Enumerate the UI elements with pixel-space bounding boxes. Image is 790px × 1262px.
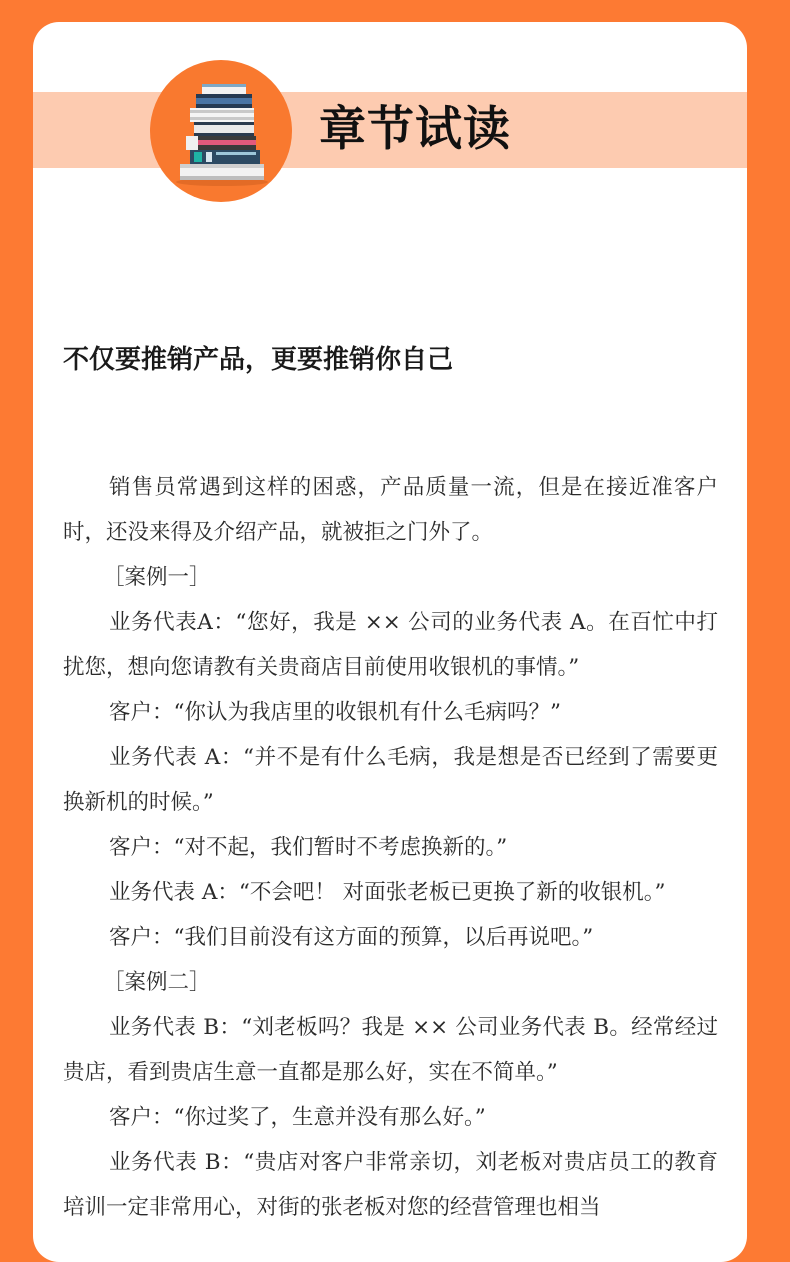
paragraph: 客户：“你过奖了，生意并没有那么好。”	[109, 1105, 486, 1130]
section-title: 章节试读	[319, 102, 511, 157]
paragraph: 业务代表 A：“并不是有什么毛病，我是想是否已经到了需要更换新机的时候。”	[63, 745, 718, 815]
paragraph: 客户：“对不起，我们暂时不考虑换新的。”	[109, 835, 508, 860]
paragraph: 销售员常遇到这样的困惑，产品质量一流，但是在接近准客户时，还没来得及介绍产品，就被拒之门外了。	[63, 475, 718, 545]
case-heading: ［案例二］	[103, 970, 211, 995]
header-badge	[150, 60, 292, 202]
paragraph: 业务代表A：“您好，我是 ×× 公司的业务代表 A。在百忙中打扰您，想向您请教有关贵商店目前使用收银机的事情。”	[63, 610, 718, 680]
paragraph: 客户：“我们目前没有这方面的预算，以后再说吧。”	[109, 925, 594, 950]
paragraph: 业务代表 A：“不会吧！ 对面张老板已更换了新的收银机。”	[109, 880, 666, 905]
book-stack-icon	[150, 60, 292, 202]
paragraph: 业务代表 B：“贵店对客户非常亲切，刘老板对贵店员工的教育培训一定非常用心，对街的张老板对您的经营管理也相当	[63, 1150, 718, 1220]
article-title: 不仅要推销产品，更要推销你自己	[63, 345, 454, 375]
article-body	[63, 465, 718, 1230]
case-heading: ［案例一］	[103, 565, 211, 590]
content-card	[33, 22, 747, 1262]
paragraph: 业务代表 B：“刘老板吗？我是 ×× 公司业务代表 B。经常经过贵店，看到贵店生意一直都是那么好，实在不简单。”	[63, 1015, 718, 1085]
paragraph: 客户：“你认为我店里的收银机有什么毛病吗？”	[109, 700, 561, 725]
